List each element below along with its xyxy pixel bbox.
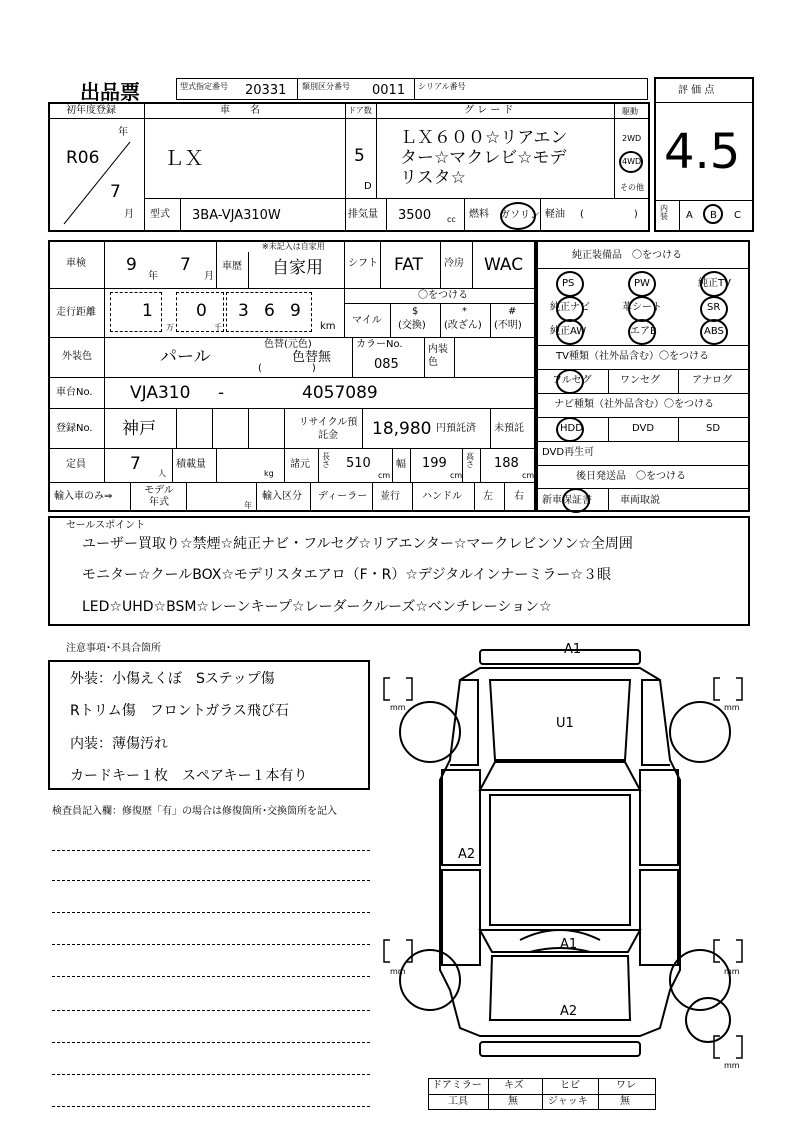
repaint-label: 色替(元色) (264, 339, 312, 350)
notes-label: 注意事項･不具合箇所 (66, 643, 161, 654)
fuel-other: ( ) (580, 209, 638, 220)
inspector-label: 検査員記入欄：修復歴「有」の場合は修復箇所･交換箇所を記入 (52, 806, 337, 817)
cc-value: 3500 (398, 208, 432, 223)
equip-ps: PS (562, 278, 575, 289)
color-label: 外装色 (62, 351, 92, 362)
interior-opt-a: A (686, 210, 693, 221)
insp-year-unit: 年 (148, 271, 158, 282)
type-no-label: 型式指定番号 (180, 82, 228, 91)
reg-value: 神戸 (122, 419, 156, 439)
drive-4wd-circle (619, 151, 643, 173)
mile-opt-swap: (交換) (398, 320, 426, 331)
footer-jack-value: 無 (620, 1096, 630, 1107)
equip-pw-circle (628, 271, 656, 297)
length-value: 510 (346, 456, 371, 471)
mm-front-left: mm (390, 703, 406, 712)
footer-head-crack: ヒビ (560, 1080, 580, 1091)
drive-4wd: 4WD (622, 157, 642, 166)
nav-hdd-circle (556, 417, 584, 442)
doors-label: ドア数 (348, 106, 372, 115)
equip-abs-circle (700, 319, 728, 345)
mile-opt-tamper: (改ざん) (444, 320, 482, 331)
mileage-man: 万 (166, 323, 174, 332)
import-dealer: ディーラー (318, 491, 368, 502)
nav-title: ナビ種類（社外品含む）〇をつける (554, 399, 714, 410)
chassis-label: 車台No. (56, 387, 93, 398)
note-line-1: 外装：小傷えくぼ Sステップ傷 (70, 671, 275, 687)
mm-rear-left: mm (390, 967, 406, 976)
color-value: パール (160, 347, 211, 367)
capacity-value: 7 (130, 454, 141, 474)
grade-line-2: ター☆マクレビ☆モデ (400, 148, 567, 168)
mm-rear-right: mm (724, 967, 740, 976)
color-no-label: カラーNo. (356, 339, 403, 350)
width-label: 幅 (396, 459, 406, 470)
chassis-prefix: VJA310 (130, 383, 191, 403)
capacity-unit: 人 (158, 469, 166, 478)
inspection-year: 9 (126, 255, 137, 275)
grade-line-1: ＬＸ６００☆リアエン (400, 128, 568, 148)
equipment-title: 純正装備品 〇をつける (572, 250, 682, 261)
load-unit: kg (264, 469, 274, 478)
model-year-unit: 年 (244, 501, 252, 510)
footer-head-break: ワレ (616, 1080, 636, 1091)
mark-a1-front: A1 (564, 642, 582, 657)
equip-abs: ABS (704, 326, 724, 337)
equip-airbag: エアB (630, 326, 657, 337)
footer-tools-value: 無 (508, 1096, 518, 1107)
tv-oneseg: ワンセグ (620, 375, 660, 386)
first-reg-month: 7 (110, 182, 121, 202)
handle-right: 右 (514, 491, 524, 502)
footer-tools-label: 工具 (448, 1096, 468, 1107)
fuel-diesel: 軽油 (545, 209, 565, 220)
cc-unit: cc (447, 215, 456, 224)
mark-a2-rear: A2 (560, 1004, 578, 1019)
tv-fullseg: フルセグ (552, 375, 592, 386)
class-no-label: 類別区分番号 (302, 82, 350, 91)
height-unit: cm (522, 471, 535, 480)
shift-value: FAT (394, 255, 423, 275)
first-reg-year: R06 (66, 148, 100, 168)
history-note: ※未記入は自家用 (262, 242, 325, 251)
drive-2wd: 2WD (622, 134, 642, 143)
equip-leather: 革シート (622, 302, 662, 313)
recycle-label: リサイクル預託金 (298, 417, 358, 441)
sales-line-1: ユーザー買取り☆禁煙☆純正ナビ・フルセグ☆リアエンター☆マークレビンソン☆全周囲 (82, 536, 633, 552)
equip-sr: SR (707, 302, 721, 313)
mileage-digit-4: 6 (264, 301, 275, 321)
import-parallel: 並行 (380, 491, 400, 502)
dvd-playback: DVD再生可 (542, 447, 595, 458)
mileage-digit-2: 0 (196, 301, 207, 321)
footer-head-scratch: キズ (504, 1080, 524, 1091)
footer-jack-label: ジャッキ (548, 1096, 588, 1107)
model-label: 型式 (150, 209, 170, 220)
drive-label: 駆動 (622, 107, 638, 116)
serial-label: シリアル番号 (418, 82, 466, 91)
sheet-title: 出品票 (80, 80, 140, 104)
recycle-not-deposited: 未預託 (494, 423, 524, 434)
ac-label: 冷房 (444, 258, 464, 269)
nav-hdd: HDD (560, 423, 583, 434)
tv-fullseg-circle (556, 369, 584, 394)
reg-label: 登録No. (56, 423, 93, 434)
fuel-label: 燃料 (469, 209, 489, 220)
later-manual: 車両取説 (620, 495, 660, 506)
shift-label: シフト (348, 258, 378, 269)
width-value: 199 (422, 456, 447, 471)
ac-value: WAC (484, 255, 524, 275)
dims-label: 諸元 (290, 459, 310, 470)
interior-b-circle (703, 204, 723, 224)
tv-analog: アナログ (692, 375, 732, 386)
note-line-3: 内装：薄傷汚れ (70, 736, 168, 752)
fuel-gasoline: ガソリン (500, 210, 540, 221)
note-line-4: カードキー１枚 スペアキー１本有り (70, 768, 308, 784)
repaint-value: 色替無 (292, 350, 332, 365)
model-year-label: モデル年式 (144, 485, 174, 508)
capacity-label: 定員 (66, 459, 86, 470)
length-label: 長さ (322, 452, 330, 469)
tv-title: TV種類（社外品含む）〇をつける (556, 351, 709, 362)
vehicle-name: ＬＸ (164, 146, 204, 170)
fuel-gasoline-circle (500, 202, 536, 230)
equip-ps-circle (556, 271, 584, 297)
equip-tv-circle (700, 271, 728, 297)
footer-head-mirror: ドアミラー (432, 1080, 482, 1091)
name-label: 車 名 (220, 105, 260, 116)
inspection-month: 7 (180, 255, 191, 275)
recycle-deposited: 円預託済 (436, 423, 476, 434)
height-value: 188 (494, 456, 519, 471)
interior-label: 内装 (660, 204, 668, 221)
mileage-km: km (320, 321, 336, 332)
first-reg-slash (60, 140, 132, 226)
interior-color-label: 内装色 (428, 344, 448, 368)
mileage-digit-box-1 (110, 292, 162, 332)
mark-a1-rear: A1 (560, 937, 578, 952)
mile-label: マイル (352, 315, 382, 326)
handle-label: ハンドル (422, 491, 462, 502)
interior-opt-c: C (734, 210, 741, 221)
recycle-value: 18,980 (372, 419, 432, 439)
interior-opt-b: B (710, 210, 717, 221)
type-no: 20331 (245, 83, 287, 98)
load-label: 積載量 (176, 459, 206, 470)
score-value: 4.5 (664, 124, 741, 180)
mile-opt-unknown: (不明) (494, 320, 522, 331)
month-unit: 月 (124, 209, 134, 220)
handle-left: 左 (483, 491, 493, 502)
equip-navi: 純正ナビ (550, 302, 590, 313)
height-label: 高さ (466, 452, 474, 469)
grade-label: グ レ ー ド (464, 105, 514, 116)
equip-airbag-circle (628, 319, 656, 345)
mileage-sen: 千 (214, 323, 222, 332)
door-suffix: D (364, 181, 372, 192)
equip-aw-circle (556, 319, 584, 345)
inspection-label: 車検 (66, 258, 86, 269)
width-unit: cm (450, 471, 463, 480)
drive-other: その他 (620, 183, 644, 192)
mile-note: 〇をつける (418, 290, 468, 301)
mm-spare: mm (724, 1061, 740, 1070)
grade-line-3: リスタ☆ (400, 168, 466, 188)
mileage-digit-5: 9 (290, 301, 301, 321)
sales-label: セールスポイント (66, 520, 146, 531)
history-value: 自家用 (272, 258, 323, 278)
score-label: 評 価 点 (678, 85, 715, 96)
mile-opt-unknown-symbol: # (508, 306, 517, 317)
model-value: 3BA-VJA310W (192, 208, 281, 223)
class-no: 0011 (372, 83, 406, 98)
mileage-digit-1: 1 (142, 301, 153, 321)
sales-line-2: モニター☆クールBOX☆モデリスタエアロ（F・R）☆デジタルインナーミラー☆３眼 (82, 567, 611, 583)
doors-value: 5 (354, 146, 365, 166)
later-warranty: 新車保証書 (542, 495, 592, 506)
first-reg-label: 初年度登録 (66, 105, 116, 116)
equip-tv: 純正TV (698, 278, 731, 289)
year-unit: 年 (118, 127, 128, 138)
note-line-2: Rトリム傷 フロントガラス飛び石 (70, 703, 289, 719)
later-title: 後日発送品 〇をつける (576, 471, 686, 482)
mile-opt-tamper-symbol: * (462, 306, 467, 317)
chassis-number: 4057089 (302, 383, 378, 403)
later-warranty-circle (562, 488, 590, 513)
chassis-dash: - (218, 383, 225, 403)
equip-aw: 純正AW (550, 326, 587, 337)
equip-pw: PW (634, 278, 650, 289)
history-label: 車歴 (222, 261, 242, 272)
nav-dvd: DVD (632, 423, 655, 434)
import-label: 輸入車のみ⇒ (54, 491, 113, 502)
length-unit: cm (378, 471, 391, 480)
cc-label: 排気量 (348, 209, 378, 220)
mileage-label: 走行距離 (56, 307, 96, 318)
insp-month-unit: 月 (204, 271, 214, 282)
import-type-label: 輸入区分 (262, 491, 302, 502)
mark-u1: U1 (556, 716, 574, 731)
mm-front-right: mm (724, 703, 740, 712)
mileage-digit-3: 3 (238, 301, 249, 321)
mile-opt-swap-symbol: $ (412, 306, 419, 317)
repaint-paren: ( ) (258, 363, 316, 374)
mark-a2-side: A2 (458, 847, 476, 862)
color-no-value: 085 (374, 357, 399, 372)
nav-sd: SD (706, 423, 721, 434)
sales-line-3: LED☆UHD☆BSM☆レーンキープ☆レーダークルーズ☆ベンチレーション☆ (82, 599, 552, 615)
